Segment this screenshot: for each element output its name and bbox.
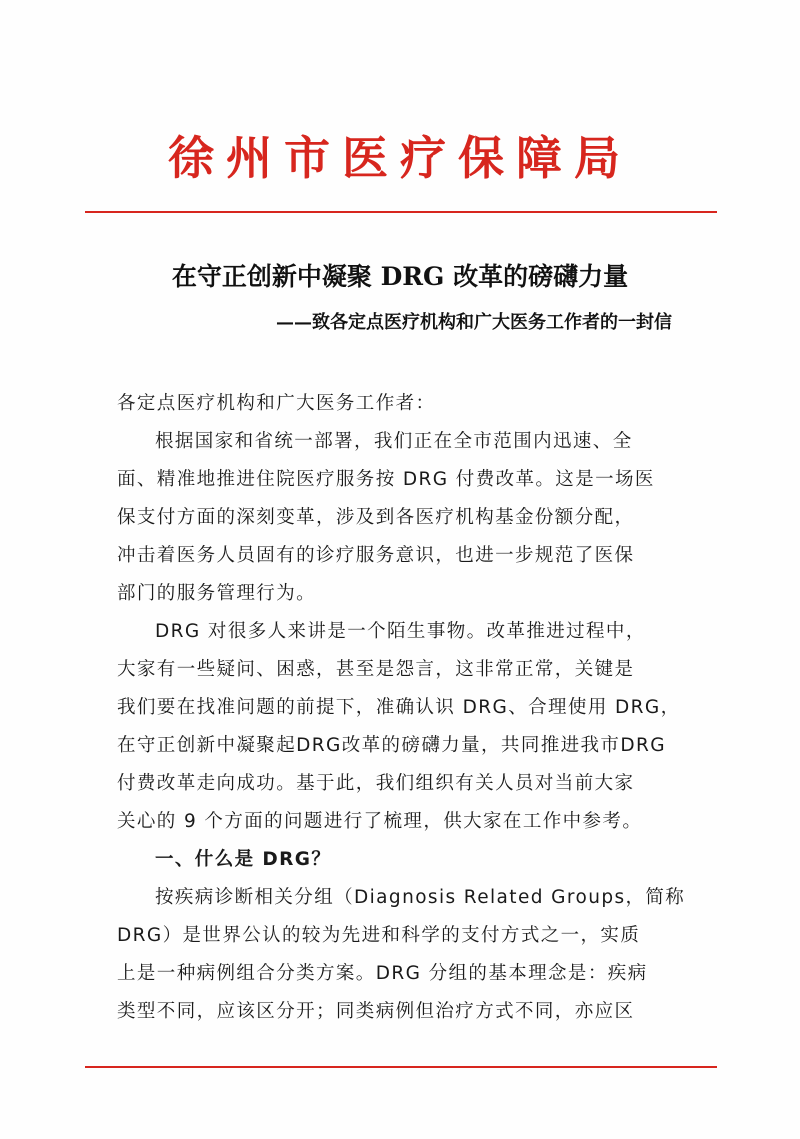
paragraph-line: 保支付方面的深刻变革，涉及到各医疗机构基金份额分配， bbox=[117, 507, 635, 528]
document-subtitle: ——致各定点医疗机构和广大医务工作者的一封信 bbox=[276, 312, 672, 333]
paragraph-line: 在守正创新中凝聚起DRG改革的磅礴力量，共同推进我市DRG bbox=[117, 735, 666, 756]
paragraph-line: 面、精准地推进住院医疗服务按 DRG 付费改革。这是一场医 bbox=[117, 469, 655, 490]
paragraph-line: 关心的 9 个方面的问题进行了梳理，供大家在工作中参考。 bbox=[117, 811, 643, 832]
letterhead-org-name: 徐州市医疗保障局 bbox=[168, 131, 632, 185]
paragraph-line: 大家有一些疑问、困惑，甚至是怨言，这非常正常，关键是 bbox=[117, 659, 635, 680]
section-heading: 一、什么是 DRG？ bbox=[155, 849, 332, 870]
paragraph-line: 上是一种病例组合分类方案。DRG 分组的基本理念是：疾病 bbox=[117, 963, 648, 984]
footer-rule bbox=[85, 1066, 717, 1068]
letter-body bbox=[117, 385, 687, 1031]
paragraph-line: 部门的服务管理行为。 bbox=[117, 583, 317, 604]
paragraph-line: DRG）是世界公认的较为先进和科学的支付方式之一，实质 bbox=[117, 925, 641, 946]
paragraph-line: 类型不同，应该区分开；同类病例但治疗方式不同，亦应区 bbox=[117, 1001, 635, 1022]
paragraph-line: 根据国家和省统一部署，我们正在全市范围内迅速、全 bbox=[155, 431, 633, 452]
paragraph-line: 冲击着医务人员固有的诊疗服务意识，也进一步规范了医保 bbox=[117, 545, 635, 566]
paragraph-line: 按疾病诊断相关分组（Diagnosis Related Groups，简称 bbox=[155, 887, 686, 908]
paragraph-line: 我们要在找准问题的前提下，准确认识 DRG、合理使用 DRG， bbox=[117, 697, 681, 718]
letterhead-top-rule bbox=[85, 211, 717, 213]
paragraph-line: DRG 对很多人来讲是一个陌生事物。改革推进过程中， bbox=[155, 621, 646, 642]
paragraph-line: 付费改革走向成功。基于此，我们组织有关人员对当前大家 bbox=[117, 773, 635, 794]
document-title: 在守正创新中凝聚 DRG 改革的磅礴力量 bbox=[171, 262, 629, 291]
salutation: 各定点医疗机构和广大医务工作者： bbox=[117, 393, 436, 414]
